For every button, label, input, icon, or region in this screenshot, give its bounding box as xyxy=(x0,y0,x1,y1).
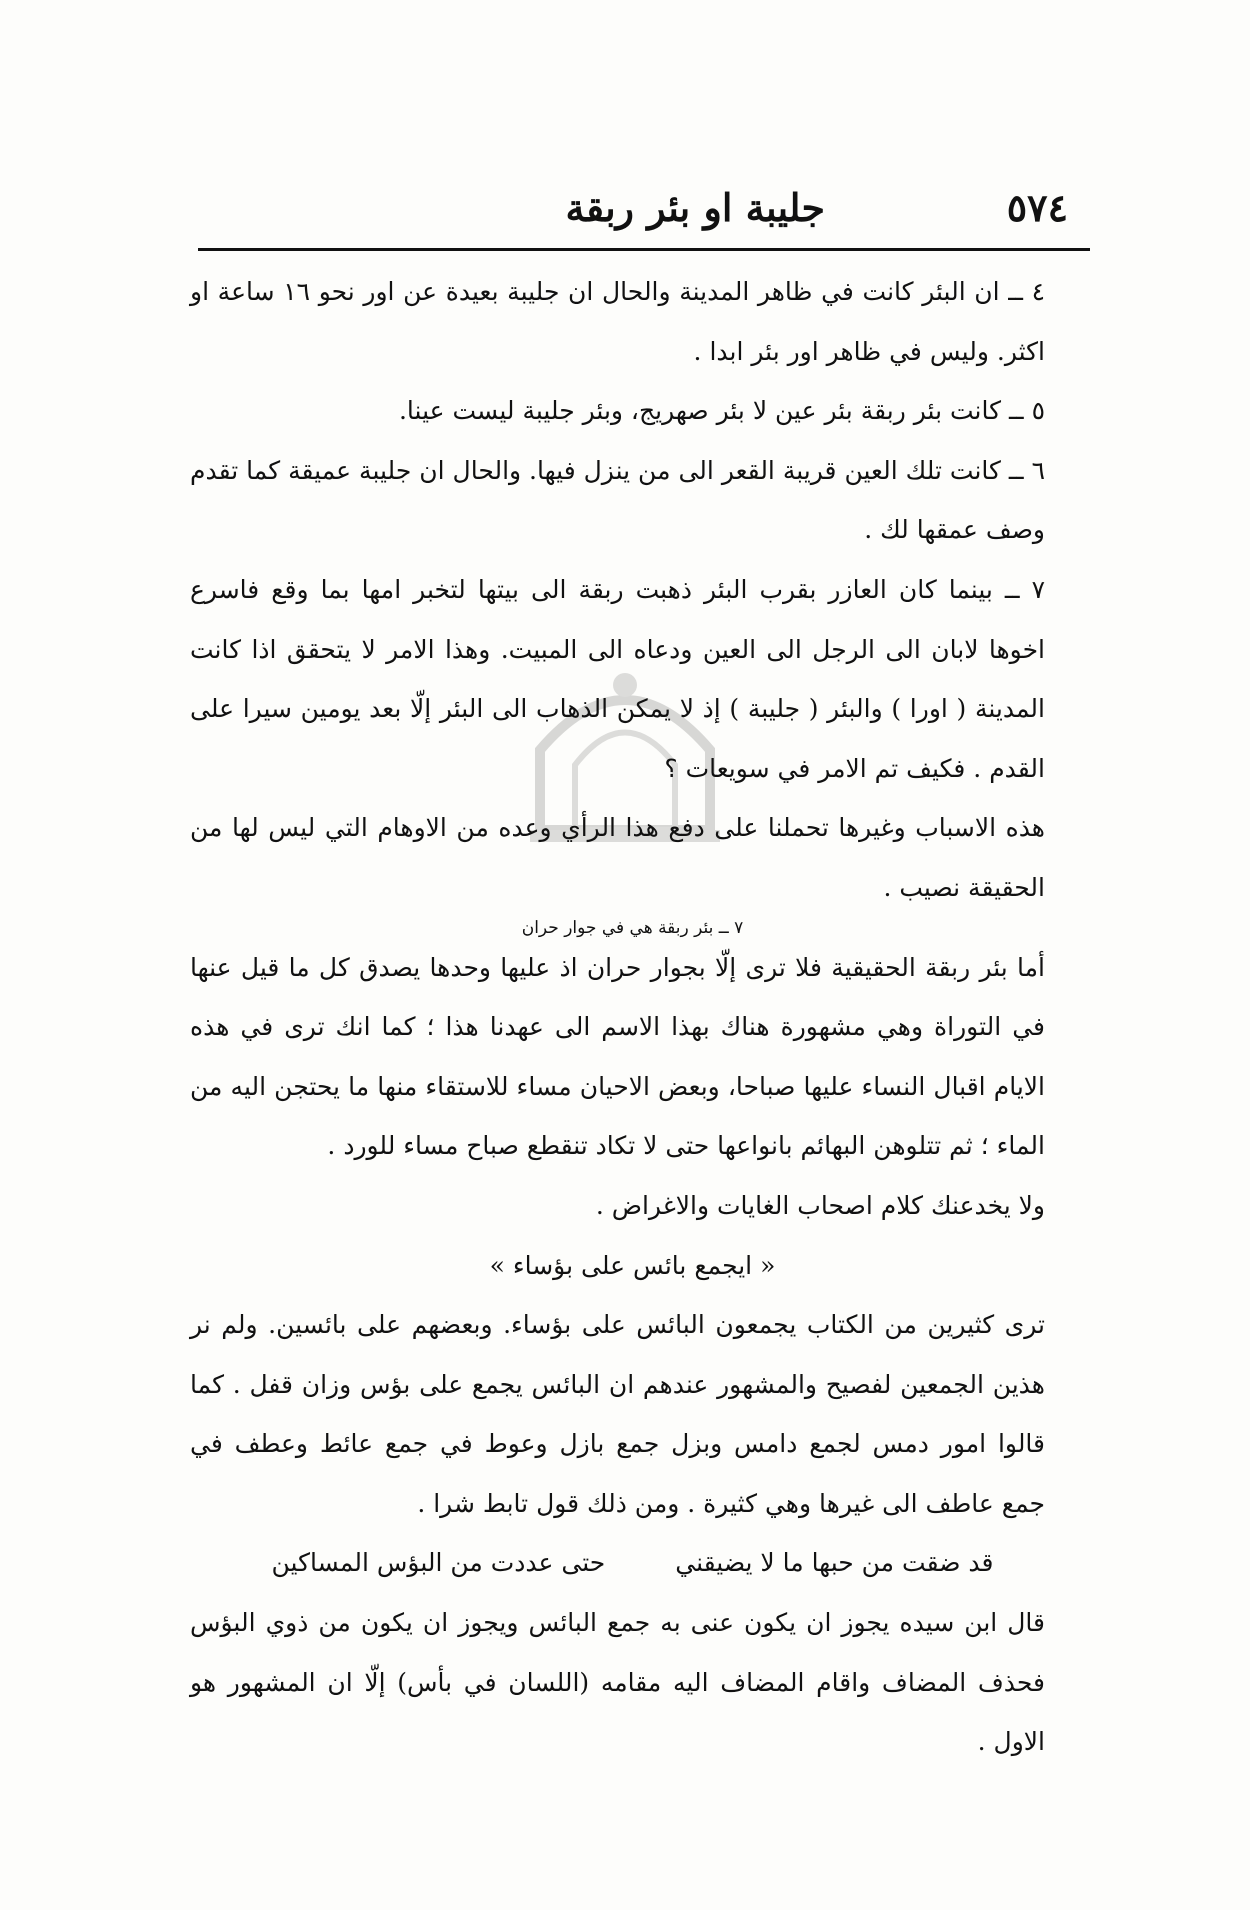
paragraph: ٤ ــ ان البئر كانت في ظاهر المدينة والحال ان جليبة بعيدة عن اور نحو ١٦ ساعة او اكثر. وليس في ظاهر اور بئر ابدا . xyxy=(190,277,1045,366)
section-title: « ايجمع بائس على بؤساء » xyxy=(489,1250,776,1280)
paragraph: ترى كثيرين من الكتاب يجمعون البائس على بؤساء. وبعضهم على بائسين. ولم نر هذين الجمعين لفصيح والمشهور عندهم ان البائس يجمع على بؤس وزان قفل . كما قالوا امور دمس لجمع دامس وبزل جمع بازل وعوط في جمع عائط وعطف في جمع عاطف الى غيرها وهي كثيرة . ومن ذلك قول تابط شرا . xyxy=(190,1310,1045,1518)
paragraph: ٥ ــ كانت بئر ربقة بئر عين لا بئر صهريج، وبئر جليبة ليست عينا. xyxy=(398,396,1045,426)
paragraph: ولا يخدعنك كلام اصحاب الغايات والاغراض . xyxy=(595,1190,1045,1220)
paragraph: قال ابن سيده يجوز ان يكون عنى به جمع البائس ويجوز ان يكون من ذوي البؤس فحذف المضاف واقام المضاف اليه مقامه (اللسان في بأس) إلّا ان المشهور هو الاول . xyxy=(190,1608,1045,1757)
page-number: ٥٧٤ xyxy=(1006,185,1068,230)
verse-second-hemistich: حتى عددت من البؤس المساكين xyxy=(271,1548,606,1578)
paragraph: ٧ ــ بينما كان العازر بقرب البئر ذهبت ربقة الى بيتها لتخبر امها بما وقع فاسرع اخوها لابان الى الرجل الى العين ودعاه الى المبيت. وهذا الامر لا يتحقق اذا كانت المدينة ( اورا ) والبئر ( جليبة ) إذ لا يمكن الذهاب الى البئر إلّا بعد يومين سيرا على القدم . فكيف تم الامر في سويعات ؟ xyxy=(190,574,1045,783)
page-body xyxy=(190,262,1075,1772)
paragraph: هذه الاسباب وغيرها تحملنا على دفع هذا الرأي وعده من الاوهام التي ليس لها من الحقيقة نصيب . xyxy=(190,813,1045,902)
running-title: جليبة او بئر ربقة xyxy=(565,185,825,230)
page-header xyxy=(200,185,1090,245)
verse-first-hemistich: قد ضقت من حبها ما لا يضيقني xyxy=(675,1548,994,1578)
header-rule xyxy=(198,248,1090,251)
paragraph: ٦ ــ كانت تلك العين قريبة القعر الى من ينزل فيها. والحال ان جليبة عميقة كما تقدم وصف عمقها لك . xyxy=(190,455,1045,545)
section-subheading: ٧ ــ بئر ربقة هي في جوار حران xyxy=(521,917,744,938)
paragraph: أما بئر ربقة الحقيقية فلا ترى إلّا بجوار حران اذ عليها وحدها يصدق كل ما قيل عنها في التوراة وهي مشهورة هناك بهذا الاسم الى عهدنا هذا ؛ كما انك ترى في هذه الايام اقبال النساء عليها صباحا، وبعض الاحيان مساء للاستقاء منها ما يحتجن اليه من الماء ؛ ثم تتلوهن البهائم بانواعها حتى لا تكاد تنقطع صباح مساء للورد . xyxy=(190,952,1045,1161)
poetry-verse xyxy=(190,1533,1075,1593)
